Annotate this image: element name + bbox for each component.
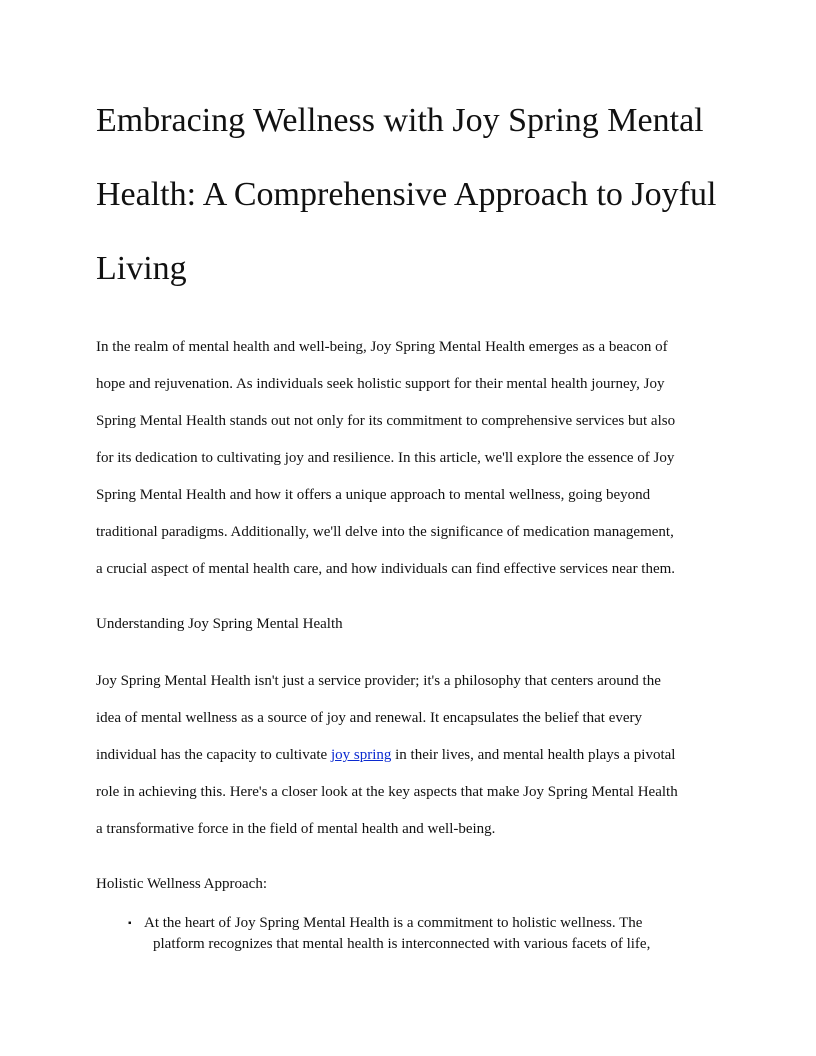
paragraph-line: In the realm of mental health and well-being, Joy Spring Mental Health emerges as a beacon of: [96, 339, 668, 355]
paragraph-line: a crucial aspect of mental health care, and how individuals can find effective services near them.: [96, 561, 676, 577]
paragraph-line: [96, 737, 736, 774]
line-text: in their lives, and mental health plays a pivotal: [391, 747, 676, 763]
list-item-line: At the heart of Joy Spring Mental Health is a commitment to holistic wellness. The: [144, 915, 643, 931]
title-line: Embracing Wellness with Joy Spring Mental: [96, 102, 704, 139]
subheading: Holistic Wellness Approach:: [96, 876, 267, 892]
paragraph-line: for its dedication to cultivating joy and resilience. In this article, we'll explore the essence of Joy: [96, 450, 675, 466]
paragraph-line: a transformative force in the field of mental health and well-being.: [96, 821, 496, 837]
intro-paragraph: [96, 329, 736, 588]
paragraph-line: Spring Mental Health and how it offers a unique approach to mental wellness, going beyond: [96, 487, 651, 503]
section-heading: Understanding Joy Spring Mental Health: [96, 616, 343, 632]
paragraph-line: Joy Spring Mental Health isn't just a service provider; it's a philosophy that centers around the: [96, 673, 661, 689]
section-paragraph: [96, 663, 736, 848]
paragraph-line: hope and rejuvenation. As individuals seek holistic support for their mental health journey, Joy: [96, 376, 665, 392]
article-title: [96, 84, 720, 306]
line-text: individual has the capacity to cultivate: [96, 747, 331, 763]
title-line: Health: A Comprehensive Approach to Joyful: [96, 176, 717, 213]
joy-spring-link[interactable]: joy spring: [330, 747, 392, 763]
square-bullet-icon: ▪: [128, 918, 132, 929]
paragraph-line: idea of mental wellness as a source of joy and renewal. It encapsulates the belief that every: [96, 710, 643, 726]
list-item-line: platform recognizes that mental health is interconnected with various facets of life,: [153, 936, 651, 952]
paragraph-line: traditional paradigms. Additionally, we'll delve into the significance of medication management,: [96, 524, 674, 540]
paragraph-line: role in achieving this. Here's a closer look at the key aspects that make Joy Spring Mental Health: [96, 784, 678, 800]
list-item: [144, 913, 724, 955]
paragraph-line: Spring Mental Health stands out not only for its commitment to comprehensive services but also: [96, 413, 676, 429]
title-line: Living: [96, 250, 187, 287]
